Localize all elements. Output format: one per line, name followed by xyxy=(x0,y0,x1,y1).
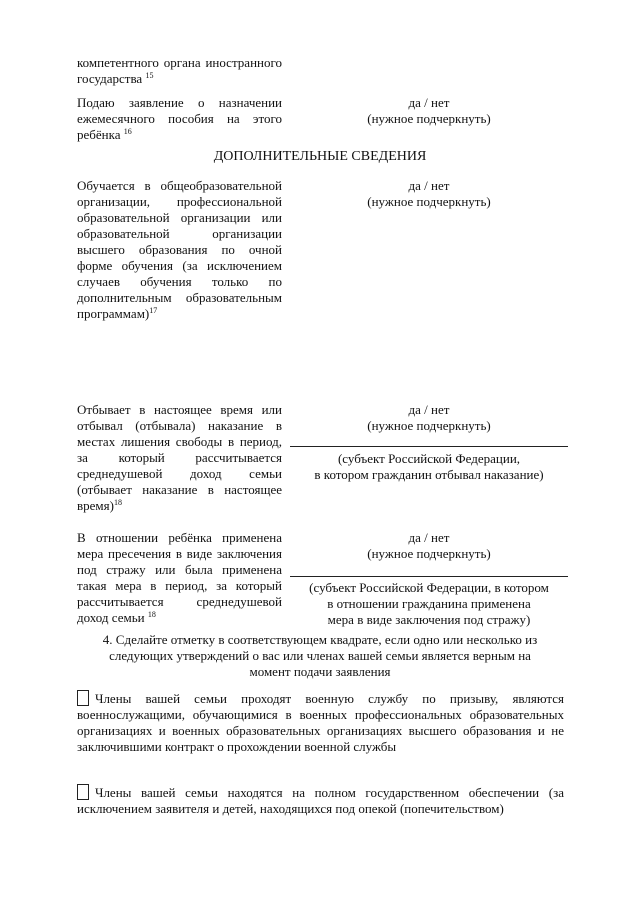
row-custody-text xyxy=(77,530,282,626)
checkbox[interactable] xyxy=(77,784,89,800)
footnote-18: 18 xyxy=(113,498,122,507)
prison-region-caption: (субъект Российской Федерации, в котором гражданин отбывал наказание) xyxy=(314,451,544,482)
yes-no-option[interactable]: да / нет xyxy=(408,95,450,110)
row-allowance-label: Подаю заявление о назначении ежемесячного пособия на этого ребёнка xyxy=(77,95,282,142)
section-title: ДОПОЛНИТЕЛЬНЫЕ СВЕДЕНИЯ xyxy=(213,149,427,164)
row-authority-label: компетентного органа иностранного государства xyxy=(77,55,282,86)
check-item-text: Члены вашей семьи проходят военную службу по призыву, являются военнослужащими, обучающимися в военных профессиональных образовательных организациях и военных образовательных организациях высшего образования и не заключившими контракт о прохождении военной службы xyxy=(77,691,564,754)
row-study-text xyxy=(77,178,282,322)
row-prison-label: Отбывает в настоящее время или отбывал (отбывала) наказание в местах лишения свободы в период, за который рассчитывается среднедушевой доход семьи (отбывает наказание в настоящее время) xyxy=(77,402,282,513)
yes-no-option[interactable]: да / нет xyxy=(408,530,450,545)
row-custody-label: В отношении ребёнка применена мера пресечения в виде заключения под стражу или была применена такая мера в период, за который рассчитывается среднедушевой доход семьи xyxy=(77,530,282,625)
row-custody-answer xyxy=(290,530,568,562)
row-study-answer xyxy=(290,178,568,210)
underline-hint: (нужное подчеркнуть) xyxy=(367,546,491,561)
underline-hint: (нужное подчеркнуть) xyxy=(367,194,491,209)
row-prison-text xyxy=(77,402,282,514)
section-4-instruction: 4. Сделайте отметку в соответствующем квадрате, если одно или несколько из следующих утверждений о вас или членах вашей семьи является верным на момент подачи заявления xyxy=(102,632,538,679)
footnote-18: 18 xyxy=(147,610,156,619)
row-authority-text xyxy=(77,55,282,87)
row-study-label: Обучается в общеобразовательной организации, профессиональной образовательной организации или образовательной организации высшего образования по очной форме обучения (за исключением случаев обучения только по дополнительным образовательным программам) xyxy=(77,178,282,321)
row-allowance-answer xyxy=(290,95,568,127)
checkbox[interactable] xyxy=(77,690,89,706)
region-input-line[interactable] xyxy=(290,576,568,577)
underline-hint: (нужное подчеркнуть) xyxy=(367,418,491,433)
footnote-17: 17 xyxy=(149,306,158,315)
row-allowance-text xyxy=(77,95,282,143)
row-prison-answer xyxy=(290,402,568,434)
check-item-state-support xyxy=(77,784,564,817)
footnote-16: 16 xyxy=(123,127,132,136)
underline-hint: (нужное подчеркнуть) xyxy=(367,111,491,126)
region-input-line[interactable] xyxy=(290,446,568,447)
custody-region-caption: (субъект Российской Федерации, в котором в отношении гражданина применена мера в виде заключения под стражу) xyxy=(309,580,549,627)
footnote-15: 15 xyxy=(145,71,154,80)
check-item-military xyxy=(77,690,564,755)
check-item-text: Члены вашей семьи находятся на полном государственном обеспечении (за исключением заявителя и детей, находящихся под опекой (попечительством) xyxy=(77,785,564,816)
yes-no-option[interactable]: да / нет xyxy=(408,402,450,417)
yes-no-option[interactable]: да / нет xyxy=(408,178,450,193)
